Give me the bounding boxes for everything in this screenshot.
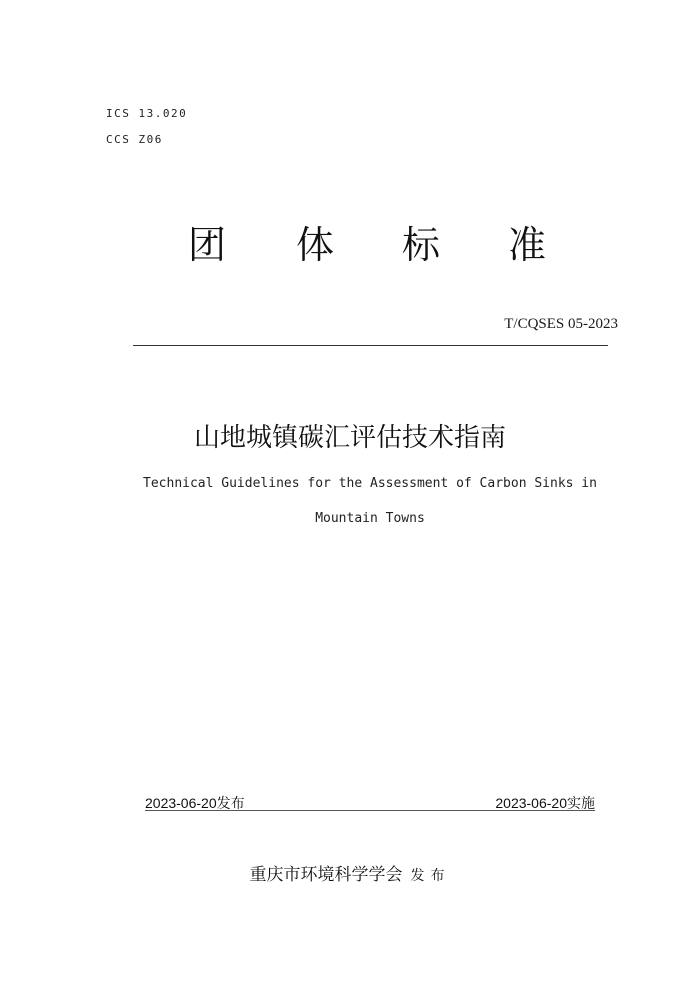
standard-type-heading (0, 220, 700, 270)
document-title-english-line1: Technical Guidelines for the Assessment of Carbon Sinks in (143, 476, 597, 491)
dates-row (145, 793, 595, 813)
publisher-name: 重庆市环境科学学会 (249, 865, 403, 885)
ics-code: ICS 13.020 (106, 107, 188, 120)
publisher-suffix: 发布 (410, 868, 451, 884)
implementation-date: 2023-06-20实施 (495, 795, 595, 811)
standard-type-char: 准 (508, 223, 547, 267)
document-title-english-line2: Mountain Towns (315, 511, 425, 526)
ccs-code: CCS Z06 (106, 133, 163, 146)
dates-divider (145, 810, 595, 811)
standard-type-char: 团 (188, 223, 227, 267)
document-title-chinese: 山地城镇碳汇评估技术指南 (193, 423, 506, 453)
issue-date: 2023-06-20发布 (145, 795, 245, 811)
publisher (0, 860, 700, 885)
standard-number: T/CQSES 05-2023 (504, 316, 618, 332)
standard-type-char: 体 (296, 223, 335, 267)
standard-type-char: 标 (402, 223, 441, 267)
header-divider (133, 345, 608, 346)
